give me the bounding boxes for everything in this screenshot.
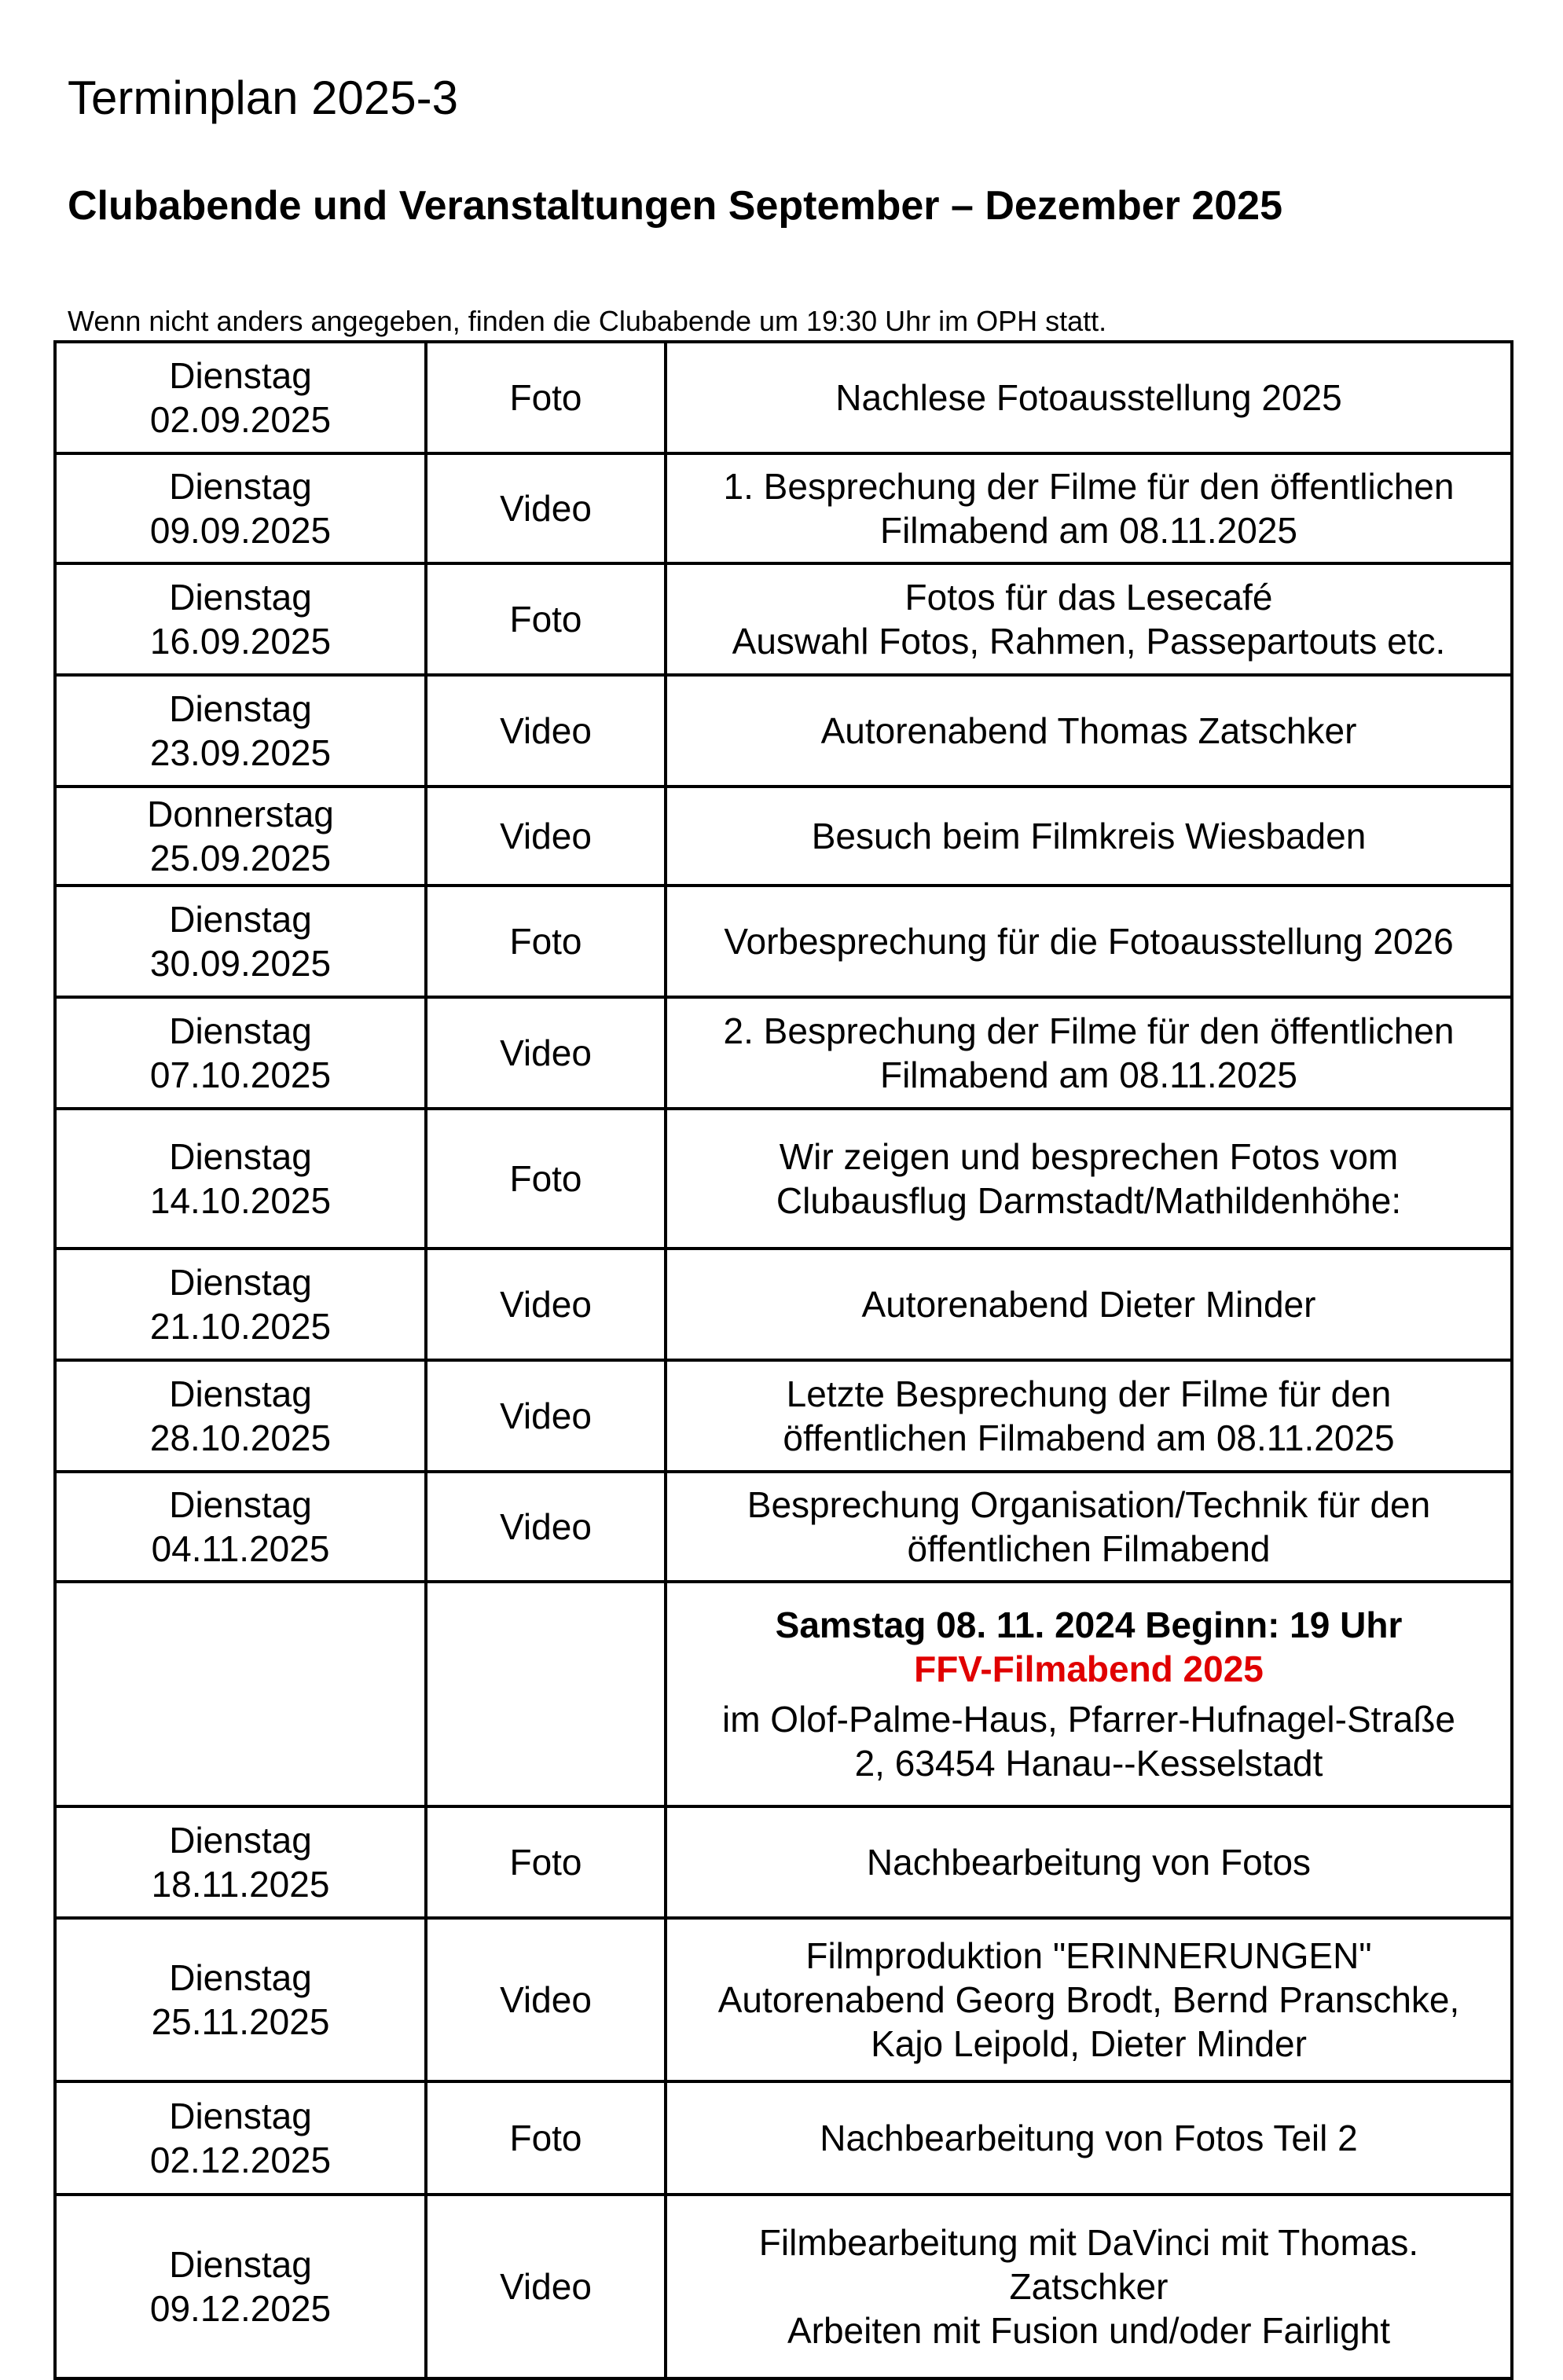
event-name: FFV-Filmabend 2025: [914, 1648, 1264, 1689]
description-cell: [666, 1109, 1512, 1249]
date: 09.12.2025: [149, 2288, 332, 2329]
description-line: Nachbearbeitung von Fotos Teil 2: [820, 2118, 1358, 2158]
description-line: Nachlese Fotoausstellung 2025: [835, 377, 1342, 418]
description-line: Letzte Besprechung der Filme für den: [786, 1373, 1392, 1414]
description-line: Fotos für das Lesecafé: [904, 577, 1273, 618]
table-row: [55, 1360, 1512, 1472]
date: 21.10.2025: [149, 1306, 332, 1347]
description-cell: [666, 2081, 1512, 2195]
date-cell: [55, 675, 426, 787]
description-line: Clubausflug Darmstadt/Mathildenhöhe:: [776, 1180, 1402, 1221]
description-line: Nachbearbeitung von Fotos: [866, 1842, 1312, 1883]
weekday: Dienstag: [169, 1010, 312, 1051]
date-cell: [55, 997, 426, 1109]
date-cell: [55, 453, 426, 563]
table-row: [55, 342, 1512, 453]
schedule-body-1: [55, 342, 1512, 1582]
description-line: Besprechung Organisation/Technik für den: [747, 1484, 1431, 1525]
date: 25.11.2025: [151, 2001, 330, 2042]
date-cell: [55, 787, 426, 886]
date-cell: [55, 1918, 426, 2081]
date-cell: [55, 1360, 426, 1472]
description-cell: [666, 675, 1512, 787]
description-cell: [666, 453, 1512, 563]
description-line: 1. Besprechung der Filme für den öffentlichen: [723, 466, 1455, 507]
page-title: Terminplan 2025-3: [68, 72, 458, 124]
date: 02.12.2025: [149, 2140, 332, 2180]
page-subtitle: Clubabende und Veranstaltungen September – Dezember 2025: [68, 183, 1283, 229]
schedule-table: [53, 340, 1513, 2380]
event-row: [55, 1582, 1512, 1806]
description-line: Autorenabend Dieter Minder: [861, 1284, 1316, 1325]
date-cell: [55, 1249, 426, 1360]
weekday: Dienstag: [169, 1820, 312, 1861]
event-description-cell: [666, 1582, 1512, 1806]
date: 23.09.2025: [149, 732, 332, 773]
table-row: [55, 1918, 1512, 2081]
description-cell: [666, 886, 1512, 997]
type-cell: Video: [426, 2195, 666, 2378]
description-line: Filmproduktion "ERINNERUNGEN": [805, 1935, 1372, 1976]
type-cell: Foto: [426, 1109, 666, 1249]
date: 16.09.2025: [149, 621, 332, 662]
type-cell: Foto: [426, 1806, 666, 1918]
date-cell: [55, 1472, 426, 1582]
type-cell: Video: [426, 997, 666, 1109]
table-row: [55, 997, 1512, 1109]
type-cell: Foto: [426, 563, 666, 675]
description-line: Vorbesprechung für die Fotoausstellung 2026: [724, 921, 1454, 962]
event-venue-line-2: 2, 63454 Hanau--Kesselstadt: [854, 1743, 1323, 1784]
date: 28.10.2025: [149, 1417, 332, 1458]
date: 14.10.2025: [149, 1180, 332, 1221]
description-cell: [666, 997, 1512, 1109]
table-row: [55, 2195, 1512, 2378]
date-cell: [55, 2081, 426, 2195]
event-date-cell: [55, 1582, 426, 1806]
description-line: Autorenabend Georg Brodt, Bernd Pranschke,: [717, 1979, 1460, 2020]
event-row-group: [55, 1582, 1512, 1806]
type-cell: Foto: [426, 2081, 666, 2195]
date: 09.09.2025: [149, 510, 332, 551]
table-row: [55, 1472, 1512, 1582]
description-line: Zatschker: [1009, 2266, 1169, 2307]
weekday: Dienstag: [169, 2096, 312, 2136]
type-cell: Video: [426, 453, 666, 563]
event-headline: Samstag 08. 11. 2024 Beginn: 19 Uhr: [775, 1604, 1403, 1645]
type-cell: Foto: [426, 342, 666, 453]
description-line: öffentlichen Filmabend am 08.11.2025: [783, 1417, 1395, 1458]
table-row: [55, 787, 1512, 886]
date: 07.10.2025: [149, 1054, 332, 1095]
date: 04.11.2025: [151, 1528, 330, 1569]
type-cell: Video: [426, 787, 666, 886]
type-cell: Video: [426, 675, 666, 787]
table-row: [55, 1109, 1512, 1249]
table-row: [55, 1806, 1512, 1918]
description-cell: [666, 1472, 1512, 1582]
date-cell: [55, 563, 426, 675]
date-cell: [55, 342, 426, 453]
table-row: [55, 2081, 1512, 2195]
description-line: Auswahl Fotos, Rahmen, Passepartouts etc.: [732, 621, 1446, 662]
weekday: Donnerstag: [147, 794, 334, 834]
weekday: Dienstag: [169, 1262, 312, 1303]
weekday: Dienstag: [169, 466, 312, 507]
table-row: [55, 675, 1512, 787]
schedule-note: Wenn nicht anders angegeben, finden die Clubabende um 19:30 Uhr im OPH statt.: [68, 305, 1107, 337]
description-cell: [666, 1249, 1512, 1360]
description-line: Filmabend am 08.11.2025: [879, 1054, 1298, 1095]
table-row: [55, 886, 1512, 997]
description-line: Arbeiten mit Fusion und/oder Fairlight: [787, 2310, 1391, 2351]
date: 30.09.2025: [149, 943, 332, 984]
type-cell: Video: [426, 1360, 666, 1472]
description-cell: [666, 1918, 1512, 2081]
weekday: Dienstag: [169, 2244, 312, 2285]
description-cell: [666, 342, 1512, 453]
weekday: Dienstag: [169, 1136, 312, 1177]
type-cell: Video: [426, 1472, 666, 1582]
description-line: Kajo Leipold, Dieter Minder: [871, 2023, 1307, 2064]
date-cell: [55, 886, 426, 997]
table-row: [55, 563, 1512, 675]
type-cell: Video: [426, 1249, 666, 1360]
description-cell: [666, 787, 1512, 886]
schedule-body-2: [55, 1806, 1512, 2378]
description-line: 2. Besprechung der Filme für den öffentlichen: [723, 1010, 1455, 1051]
weekday: Dienstag: [169, 899, 312, 940]
date: 18.11.2025: [151, 1864, 330, 1905]
weekday: Dienstag: [169, 1957, 312, 1998]
weekday: Dienstag: [169, 1373, 312, 1414]
weekday: Dienstag: [169, 688, 312, 729]
date-cell: [55, 1806, 426, 1918]
date: 25.09.2025: [149, 838, 332, 878]
description-line: Wir zeigen und besprechen Fotos vom: [779, 1136, 1399, 1177]
type-cell: Foto: [426, 886, 666, 997]
event-type-cell: [426, 1582, 666, 1806]
weekday: Dienstag: [169, 577, 312, 618]
date: 02.09.2025: [149, 399, 332, 440]
date-cell: [55, 2195, 426, 2378]
description-line: Filmabend am 08.11.2025: [879, 510, 1298, 551]
weekday: Dienstag: [169, 355, 312, 396]
description-cell: [666, 2195, 1512, 2378]
description-line: Besuch beim Filmkreis Wiesbaden: [811, 816, 1367, 856]
description-cell: [666, 1806, 1512, 1918]
date-cell: [55, 1109, 426, 1249]
description-cell: [666, 1360, 1512, 1472]
table-row: [55, 453, 1512, 563]
description-line: Autorenabend Thomas Zatschker: [820, 710, 1357, 751]
weekday: Dienstag: [169, 1484, 312, 1525]
table-row: [55, 1249, 1512, 1360]
description-line: Filmbearbeitung mit DaVinci mit Thomas.: [758, 2222, 1419, 2263]
description-line: öffentlichen Filmabend: [907, 1528, 1271, 1569]
description-cell: [666, 563, 1512, 675]
event-venue-line-1: im Olof-Palme-Haus, Pfarrer-Hufnagel-Straße: [721, 1699, 1456, 1740]
type-cell: Video: [426, 1918, 666, 2081]
